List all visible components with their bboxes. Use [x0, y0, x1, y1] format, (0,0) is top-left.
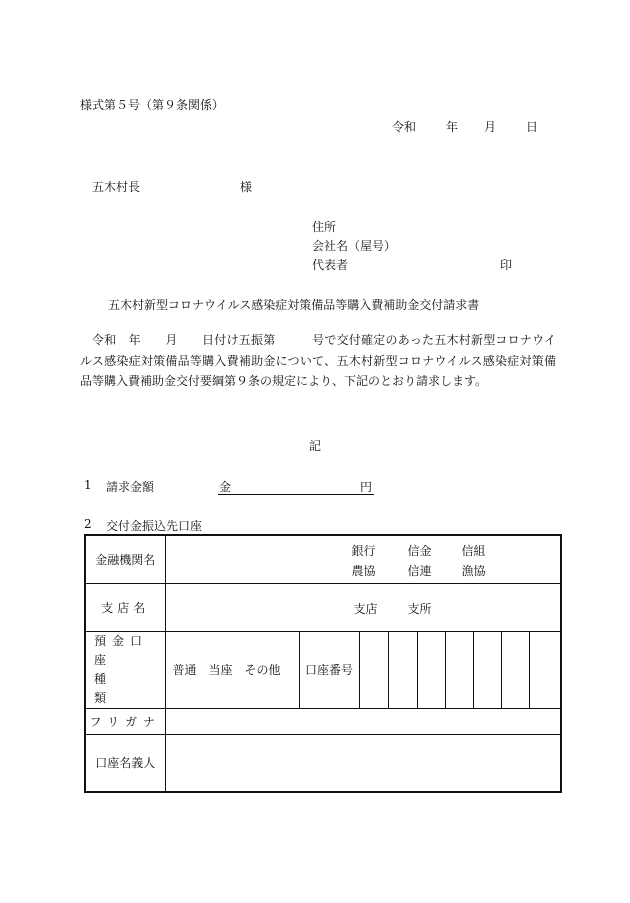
bank-label: 金融機関名 [85, 535, 165, 583]
ki-heading: 記 [309, 439, 322, 453]
amount-underline [218, 494, 374, 495]
bank-type-shinren: 信連 [407, 564, 432, 578]
bank-row [85, 535, 561, 583]
company-label: 会社名（屋号） [312, 239, 397, 253]
item-2-label: 交付金振込先口座 [106, 519, 203, 533]
bank-type-nokyo: 農協 [351, 564, 376, 578]
account-table [84, 534, 562, 793]
bank-type-shinkin: 信金 [407, 544, 432, 558]
addressee-name: 五木村長 [92, 180, 141, 194]
representative-label: 代表者 [312, 258, 349, 272]
holder-label: 口座名義人 [85, 734, 165, 792]
account-digit-3 [417, 631, 445, 708]
branch-type-shisho: 支所 [407, 601, 432, 616]
address-label: 住所 [312, 220, 337, 234]
account-digit-2 [388, 631, 417, 708]
account-digit-5 [473, 631, 501, 708]
bank-type-ginko: 銀行 [351, 544, 376, 558]
account-digit-1 [359, 631, 388, 708]
furigana-cell [165, 708, 561, 734]
furigana-row [85, 708, 561, 734]
seal-mark: 印 [500, 258, 513, 272]
branch-name-cell [165, 583, 561, 631]
account-number-label: 口座番号 [299, 631, 359, 708]
bank-name-cell [165, 535, 561, 583]
deposit-label-line2: 種類 [94, 671, 143, 705]
branch-row [85, 583, 561, 631]
body-paragraph: 令和 年 月 日付け五振第 号で交付確定のあった五木村新型コロナウイルス感染症対策備品等購入費補助金について、五木村新型コロナウイルス感染症対策備品等購入費補助金交付要綱第９条の規定により、下記のとおり請求します。 [80, 333, 556, 388]
date-era: 令和 [392, 120, 417, 134]
account-digit-6 [501, 631, 529, 708]
bank-type-gyokyo: 漁協 [461, 564, 486, 578]
date-month: 月 [484, 120, 497, 134]
deposit-row [85, 631, 561, 708]
amount-prefix: 金 [219, 480, 232, 494]
item-1-label: 請求金額 [106, 480, 155, 494]
deposit-label-line1: 預金口座 [94, 633, 149, 667]
item-1-number: 1 [84, 478, 92, 492]
item-2-number: 2 [84, 517, 92, 531]
bank-type-shinkumi: 信組 [461, 544, 486, 558]
deposit-types: 普通 当座 その他 [172, 663, 281, 677]
date-year: 年 [446, 120, 459, 134]
furigana-label: フリガナ [85, 708, 165, 734]
branch-type-shiten: 支店 [353, 601, 378, 616]
amount-unit: 円 [360, 480, 373, 494]
addressee-honorific: 様 [240, 180, 253, 194]
date-day: 日 [526, 120, 539, 134]
holder-row [85, 734, 561, 792]
account-digit-7 [529, 631, 561, 708]
deposit-types-cell [165, 631, 299, 708]
account-digit-4 [445, 631, 473, 708]
holder-cell [165, 734, 561, 792]
branch-label: 支店名 [85, 583, 165, 631]
document-title: 五木村新型コロナウイルス感染症対策備品等購入費補助金交付請求書 [108, 298, 480, 312]
form-number: 様式第５号（第９条関係） [80, 98, 225, 112]
deposit-type-label [85, 631, 165, 708]
